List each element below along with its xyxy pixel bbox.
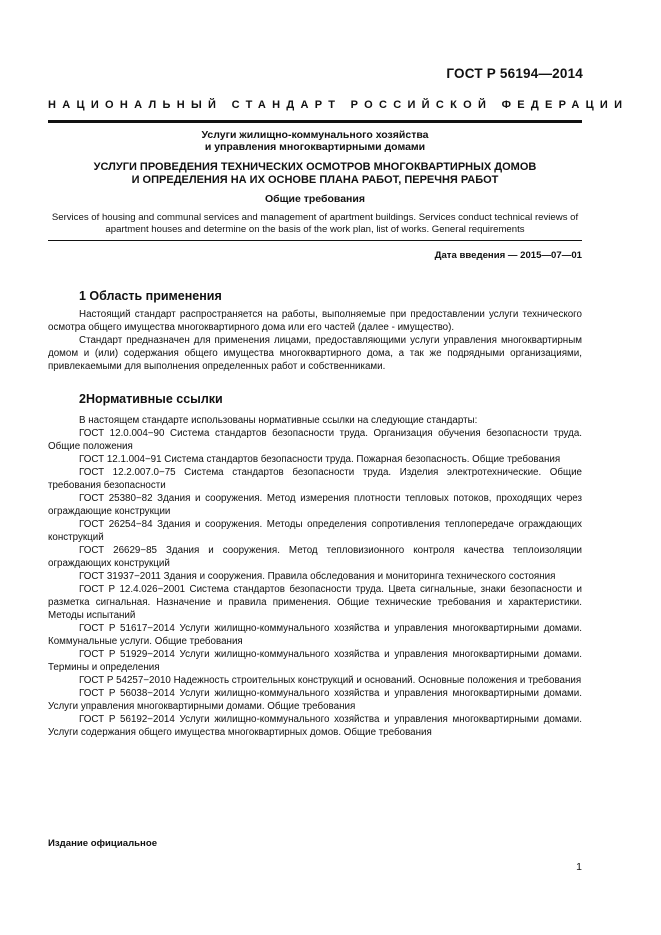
title-divider (48, 240, 582, 241)
title-line-1: УСЛУГИ ПРОВЕДЕНИЯ ТЕХНИЧЕСКИХ ОСМОТРОВ МНОГОКВАРТИРНЫХ ДОМОВ (93, 161, 537, 173)
reference-item: ГОСТ 12.0.004−90 Система стандартов безопасности труда. Организация обучения безопасности труда. Общие положения (48, 428, 582, 452)
subtitle-line-2: и управления многоквартирными домами (204, 141, 426, 153)
document-subtitle (48, 129, 582, 153)
national-standard-banner: НАЦИОНАЛЬНЫЙ СТАНДАРТ РОССИЙСКОЙ ФЕДЕРАЦИИ (48, 99, 629, 111)
gost-code: ГОСТ Р 56194—2014 (446, 66, 583, 81)
reference-item: ГОСТ 31937−2011 Здания и сооружения. Правила обследования и мониторинга технического состояния (79, 571, 556, 582)
reference-item: ГОСТ Р 54257−2010 Надежность строительных конструкций и оснований. Основные положения и требования (79, 675, 582, 686)
reference-item: ГОСТ Р 51929−2014 Услуги жилищно-коммунального хозяйства и управления многоквартирными домами. Термины и определения (48, 649, 582, 673)
general-requirements-label: Общие требования (265, 193, 365, 205)
reference-item: ГОСТ Р 56192−2014 Услуги жилищно-коммунального хозяйства и управления многоквартирными домами. Услуги содержания общего имущества многоквартирных домов. Общие требования (48, 714, 582, 738)
reference-item: ГОСТ Р 51617−2014 Услуги жилищно-коммунального хозяйства и управления многоквартирными домами. Коммунальные услуги. Общие требования (48, 623, 582, 647)
page-number: 1 (576, 861, 582, 873)
reference-item: ГОСТ Р 12.4.026−2001 Система стандартов безопасности труда. Цвета сигнальные, знаки безопасности и разметка сигнальная. Назначение и правила применения. Общие технические требования и характеристики. Методы испытаний (48, 584, 582, 621)
reference-item: ГОСТ 25380−82 Здания и сооружения. Метод измерения плотности тепловых потоков, проходящих через ограждающие конструкции (48, 493, 582, 517)
reference-item: ГОСТ Р 56038−2014 Услуги жилищно-коммунального хозяйства и управления многоквартирными домами. Услуги управления многоквартирными домами. Общие требования (48, 688, 582, 712)
reference-item: ГОСТ 26254−84 Здания и сооружения. Методы определения сопротивления теплопередаче ограждающих конструкций (48, 519, 582, 543)
reference-item: ГОСТ 12.2.007.0−75 Система стандартов безопасности труда. Изделия электротехнические. Общие требования безопасности (48, 467, 582, 491)
section-2-body (48, 414, 582, 739)
reference-item: ГОСТ 26629−85 Здания и сооружения. Метод тепловизионного контроля качества теплоизоляции ограждающих конструкций (48, 545, 582, 569)
official-edition-note: Издание официальное (48, 838, 158, 849)
subtitle-line-1: Услуги жилищно-коммунального хозяйства (201, 129, 429, 141)
header-divider (48, 120, 582, 123)
paragraph: Стандарт предназначен для применения лицами, предоставляющими услуги управления многоквартирным домом и (или) содержания общего имущества многоквартирного дома, а так же подрядными организациями, привлекаемыми для выполнения определенных работ и собственниками. (48, 335, 582, 372)
english-title: Services of housing and communal services and management of apartment buildings. Services conduct technical reviews of apartment houses and determine on the basis of the work plan, list of works. General requirements (51, 212, 579, 235)
paragraph: В настоящем стандарте использованы нормативные ссылки на следующие стандарты: (79, 415, 478, 426)
title-line-2: И ОПРЕДЕЛЕНИЯ НА ИХ ОСНОВЕ ПЛАНА РАБОТ, ПЕРЕЧНЯ РАБОТ (131, 174, 499, 186)
reference-item: ГОСТ 12.1.004−91 Система стандартов безопасности труда. Пожарная безопасность. Общие требования (79, 454, 561, 465)
section-2-heading: 2Нормативные ссылки (79, 392, 223, 406)
document-title (48, 161, 582, 187)
paragraph: Настоящий стандарт распространяется на работы, выполняемые при предоставлении услуги технического осмотра общего имущества многоквартирного дома или его частей (далее - имущество). (48, 309, 582, 333)
section-1-heading: 1 Область применения (79, 289, 222, 303)
section-1-body (48, 308, 582, 373)
introduction-date: Дата введения — 2015—07—01 (434, 250, 582, 261)
